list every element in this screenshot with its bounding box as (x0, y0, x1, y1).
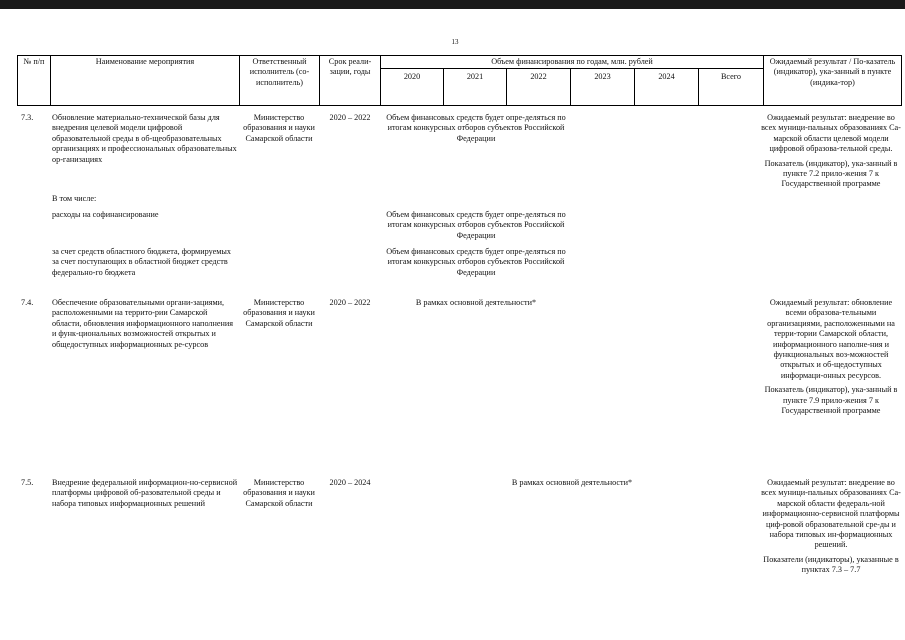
row-7-3-in-that: В том числе: (52, 194, 97, 203)
row-7-3-sub1-name: расходы на софинансирование (52, 210, 159, 219)
row-7-4-result-indicator: Показатель (индикатор), ука-занный в пункте 7.9 прило-жения 7 к Государственной программе (764, 385, 898, 416)
col-line-right (901, 55, 902, 105)
header-total: Всего (720, 72, 742, 81)
header-result: Ожидаемый результат / По-казатель (индикатор), ука-занный в пункте (индика-тор) (769, 57, 896, 87)
row-7-3-sub2-funding: Объем финансовых средств будет опре-деляться по итогам конкурсных отборов субъектов Российской Федерации (386, 247, 566, 277)
row-7-4-result-expected: Ожидаемый результат: обновление всеми образова-тельными организациями, расположенными на терри-тории Самарской области, информационного наполне-ния и функциональных воз-можностей открытых и об-щедоступных информаци-онных ресурсов. (767, 298, 895, 380)
row-7-4-funding: В рамках основной деятельности* (415, 298, 537, 307)
row-7-4-name: Обеспечение образовательными органи-зациями, расположенными на террито-рии Самарской области, обновления информационного наполнения и функ-циональных возможностей открытых и общедоступных информационных ре-сурсов (52, 298, 234, 349)
row-7-5-num: 7.5. (21, 478, 34, 487)
row-7-4-num: 7.4. (21, 298, 34, 307)
header-year-2022: 2022 (530, 72, 547, 81)
row-7-3-sub2-name: за счет средств областного бюджета, формируемых за счет поступающих в областной бюджет средств федерально-го бюджета (52, 247, 231, 277)
row-7-3-term: 2020 – 2022 (329, 113, 371, 122)
row-7-3-sub1-funding: Объем финансовых средств будет опре-деляться по итогам конкурсных отборов субъектов Российской Федерации (386, 210, 566, 240)
row-7-5-funding: В рамках основной деятельности* (511, 478, 633, 487)
row-7-5-result-expected: Ожидаемый результат: внедрение во всех муници-пальных образованиях Са-марской области федераль-ной информационно-сервисной платформы циф-ровой образовательной сре-ды и набора типовых ин-формационных решений. (761, 478, 901, 550)
row-7-5-name: Внедрение федеральной информацион-но-сервисной платформы цифровой об-разовательной среды и набора типовых информационных решений (52, 478, 238, 508)
row-7-3-name: Обновление материально-технической базы для внедрения целевой модели цифровой образовательной среды в об-щеобразовательных организациях и профессиональных образовательных ор-ганизациях (52, 113, 237, 164)
header-year-2020: 2020 (403, 72, 421, 81)
header-year-2024: 2024 (658, 72, 675, 81)
header-executor: Ответственный исполнитель (со-исполнитель) (249, 57, 310, 87)
row-7-3-result (760, 113, 902, 190)
row-7-4-term: 2020 – 2022 (329, 298, 371, 307)
page-number: 13 (451, 38, 459, 46)
table-top-line (17, 55, 902, 56)
row-7-4-result (760, 298, 902, 416)
header-year-2021: 2021 (466, 72, 484, 81)
row-7-5-result-indicator: Показатели (индикаторы), указанные в пунктах 7.3 – 7.7 (763, 554, 899, 575)
header-term: Срок реали-зации, годы (328, 57, 372, 77)
row-7-5-term: 2020 – 2024 (329, 478, 371, 487)
row-7-4-executor: Министерство образования и науки Самарской области (243, 298, 315, 328)
header-year-2023: 2023 (594, 72, 611, 81)
row-7-3-executor: Министерство образования и науки Самарской области (243, 113, 315, 143)
header-bottom-line (17, 105, 902, 106)
header-name: Наименование мероприятия (95, 57, 195, 66)
row-7-3-num: 7.3. (21, 113, 34, 122)
program-table (17, 55, 902, 640)
funding-subheader-line (380, 68, 763, 69)
row-7-3-result-indicator: Показатель (индикатор), ука-занный в пункте 7.2 прило-жения 7 к Государственной программе (764, 158, 898, 189)
row-7-3-funding: Объем финансовых средств будет опре-деляться по итогам конкурсных отборов субъектов Российской Федерации (386, 113, 566, 143)
header-num: № п/п (23, 57, 45, 66)
row-7-5-result (760, 478, 902, 576)
header-funding: Объем финансирования по годам, млн. рублей (491, 57, 653, 66)
top-scan-border (0, 0, 905, 9)
row-7-3-result-expected: Ожидаемый результат: внедрение во всех муници-пальных образованиях Са-марской области целевой модели цифровой образова-тельной среды. (761, 113, 901, 154)
row-7-5-executor: Министерство образования и науки Самарской области (243, 478, 315, 508)
